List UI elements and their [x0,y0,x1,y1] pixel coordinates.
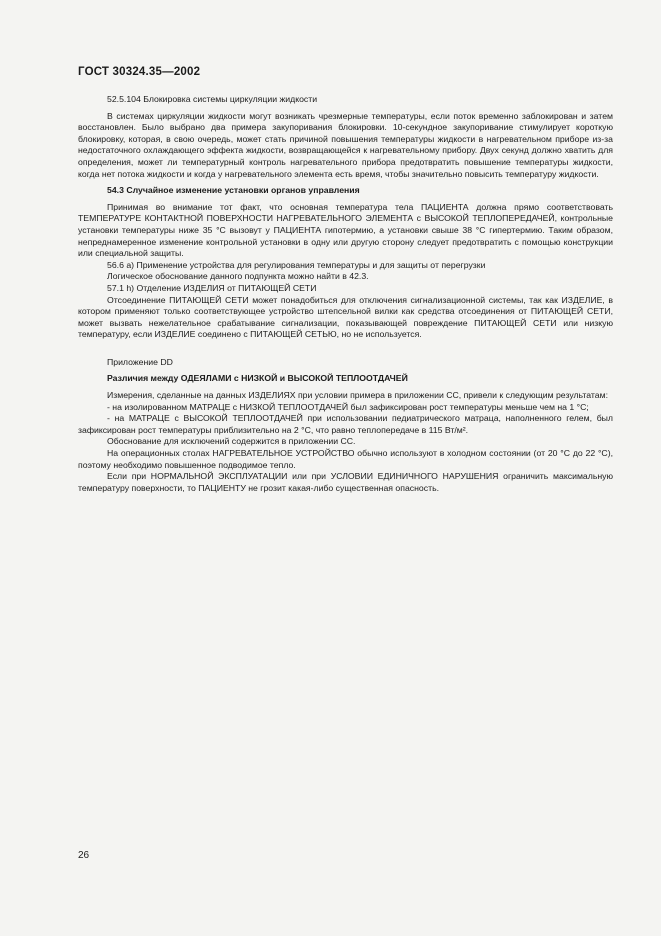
paragraph-operating-tables: На операционных столах НАГРЕВАТЕЛЬНОЕ УСТРОЙСТВО обычно используют в холодном состоянии (от 20 °С до 22 °С), поэтому необходимо повышенное подводимое тепло. [78,448,613,470]
paragraph-rationale-42-3: Логическое обоснование данного подпункта можно найти в 42.3. [107,271,369,282]
section-heading-52-5-104: 52.5.104 Блокировка системы циркуляции жидкости [107,94,318,104]
section-heading-56-6: 56.6 а) Применение устройства для регулирования температуры и для защиты от перегрузки [107,259,486,270]
list-item-low-heat: - на изолированном МАТРАЦЕ с НИЗКОЙ ТЕПЛООТДАЧЕЙ был зафиксирован рост температуры меньше чем на 1 °С; [107,401,589,412]
paragraph-exceptions: Обоснование для исключений содержится в приложении СС. [107,436,356,447]
section-heading-54-3: 54.3 Случайное изменение установки органов управления [107,185,360,196]
annex-heading: Различия между ОДЕЯЛАМИ с НИЗКОЙ и ВЫСОКОЙ ТЕПЛООТДАЧЕЙ [107,373,408,384]
paragraph-fluid-blocking: В системах циркуляции жидкости могут возникать чрезмерные температуры, если поток временно заблокирован и затем восстановлен. Было выбрано два примера закупоривания блокировки. 10-секундное закупоривание стимулирует короткую блокировку, которая, в свою очередь, может стать причиной повышения температуры жидкости в нагревательном приборе из-за недостаточного охлаждающего эффекта жидкости, возвращающейся к нагревательному прибору. Двух секунд должно хватить для определения, может ли температурный контроль нагревательного прибора предотвратить повышение температуры жидкости, когда нет потока жидкости и когда у нагревательного элемента есть время, чтобы значительно повысить температуру жидкости. [78,110,613,179]
paragraph-normal-use: Если при НОРМАЛЬНОЙ ЭКСПЛУАТАЦИИ или при УСЛОВИИ ЕДИНИЧНОГО НАРУШЕНИЯ ограничить максимальную температуру поверхности, то ПАЦИЕНТУ не грозит какая-либо существенная опасность. [78,471,613,493]
paragraph-measurements: Измерения, сделанные на данных ИЗДЕЛИЯХ при условии примера в приложении СС, привели к следующим результатам: [107,390,609,401]
list-item-high-heat: - на МАТРАЦЕ с ВЫСОКОЙ ТЕПЛООТДАЧЕЙ при использовании педиатрического матраца, наполненного гелем, был зафиксирован рост температуры приблизительно на 2 °С, что равно теплопередаче в 115 Вт/м². [78,413,613,435]
document-body [78,94,613,494]
paragraph-mains-disconnect: Отсоединение ПИТАЮЩЕЙ СЕТИ может понадобиться для отключения сигнализационной системы, так как ИЗДЕЛИЕ, в котором применяют только соответствующее устройство штепсельной вилки как средства отсоединения от ПИТАЮЩЕЙ СЕТИ, может вызвать нежелательное срабатывание сигнализации, показывающей повреждение ПИТАЮЩЕЙ СЕТИ или низкую температуру, если ИЗДЕЛИЕ соединено с ПИТАЮЩЕЙ СЕТЬЮ, но не используется. [78,294,613,340]
page-number: 26 [78,850,90,861]
standard-header: ГОСТ 30324.35—2002 [78,66,201,78]
annex-title: Приложение DD [107,356,173,367]
section-heading-57-1: 57.1 h) Отделение ИЗДЕЛИЯ от ПИТАЮЩЕЙ СЕТИ [107,282,317,293]
paragraph-control-change: Принимая во внимание тот факт, что основная температура тела ПАЦИЕНТА должна прямо соответствовать ТЕМПЕРАТУРЕ КОНТАКТНОЙ ПОВЕРХНОСТИ НАГРЕВАТЕЛЬНОГО ЭЛЕМЕНТА с ВЫСОКОЙ ТЕПЛОПЕРЕДАЧЕЙ, контрольные установки температуры ниже 35 °С вызовут у ПАЦИЕНТА гипотермию, а установки свыше 38 °С гипертермию. Таким образом, непреднамеренное изменение контрольной установки в одну или другую сторону следует предотвратить с помощью конструкции или специальной защиты. [78,201,613,259]
